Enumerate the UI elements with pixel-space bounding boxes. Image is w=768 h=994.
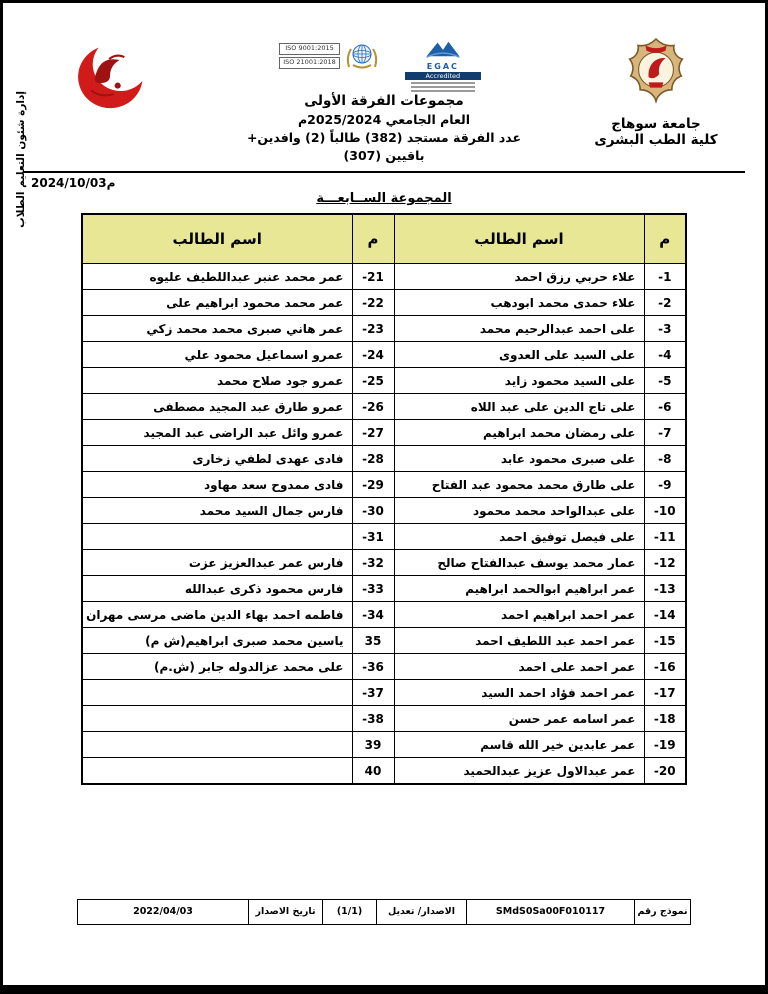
student-number: 27- — [352, 420, 394, 446]
student-name: فارس عمر عبدالعزيز عزت — [82, 550, 352, 576]
student-name: على عبدالواحد محمد محمود — [394, 498, 644, 524]
table-row — [82, 550, 686, 576]
student-name: على تاج الدين على عبد اللاه — [394, 394, 644, 420]
students-table — [81, 213, 687, 785]
group-title: المجموعة الســابعـــة — [316, 191, 452, 206]
student-name: عمرو اسماعيل محمود علي — [82, 342, 352, 368]
issue-date-value: 2022/04/03 — [133, 906, 193, 918]
student-number: 9- — [644, 472, 686, 498]
table-row — [82, 394, 686, 420]
table-row — [82, 316, 686, 342]
student-number: 24- — [352, 342, 394, 368]
student-name: عمر محمد عنبر عبداللطيف عليوه — [82, 264, 352, 290]
student-number: 22- — [352, 290, 394, 316]
remaining-count: باقيين (307) — [343, 148, 425, 163]
student-name: على احمد عبدالرحيم محمد — [394, 316, 644, 342]
student-name: عمر عابدين خير الله قاسم — [394, 732, 644, 758]
student-name: عمرو طارق عبد المجيد مصطفى — [82, 394, 352, 420]
student-number: 1- — [644, 264, 686, 290]
student-number: 7- — [644, 420, 686, 446]
issue-label: الاصدار/ تعديل — [376, 900, 466, 924]
student-name: على رمضان محمد ابراهيم — [394, 420, 644, 446]
student-name: على السيد محمود زايد — [394, 368, 644, 394]
student-number: 35 — [352, 628, 394, 654]
student-number: 11- — [644, 524, 686, 550]
student-number: 30- — [352, 498, 394, 524]
student-name: عمر محمد محمود ابراهيم على — [82, 290, 352, 316]
student-number: 10- — [644, 498, 686, 524]
student-number: 5- — [644, 368, 686, 394]
student-number: 29- — [352, 472, 394, 498]
student-name: عمر احمد ابراهيم احمد — [394, 602, 644, 628]
table-row — [82, 680, 686, 706]
student-number: 8- — [644, 446, 686, 472]
student-name: عمر ابراهيم ابوالحمد ابراهيم — [394, 576, 644, 602]
university-name: جامعة سوهاج — [611, 116, 701, 132]
student-number: 23- — [352, 316, 394, 342]
egac-accredited-band: Accredited — [405, 72, 481, 80]
student-number: 2- — [644, 290, 686, 316]
student-name: ياسين محمد صبرى ابراهيم(ش م) — [82, 628, 352, 654]
student-number: 12- — [644, 550, 686, 576]
student-name: عمر احمد على احمد — [394, 654, 644, 680]
table-row — [82, 368, 686, 394]
aja-iso-boxes — [279, 41, 340, 71]
egac-label: EGAC — [426, 62, 459, 71]
student-number: 6- — [644, 394, 686, 420]
student-name: عمر عبدالاول عزيز عبدالحميد — [394, 758, 644, 785]
student-number: 25- — [352, 368, 394, 394]
student-number: 32- — [352, 550, 394, 576]
student-name: عمار محمد يوسف عبدالفتاح صالح — [394, 550, 644, 576]
student-name — [82, 524, 352, 550]
col-header-number-left: م — [352, 214, 394, 264]
student-name: عمرو جود صلاح محمد — [82, 368, 352, 394]
faculty-name: كلية الطب البشرى — [594, 132, 718, 148]
table-header-row — [82, 214, 686, 264]
issue-value: (1/1) — [322, 900, 376, 924]
student-name: فارس جمال السيد محمد — [82, 498, 352, 524]
red-crescent-logo-icon — [64, 41, 160, 115]
department-block — [23, 37, 201, 115]
col-header-name-right: اسم الطالب — [394, 214, 644, 264]
student-number: 20- — [644, 758, 686, 785]
student-name: فادى ممدوح سعد مهاود — [82, 472, 352, 498]
table-row — [82, 732, 686, 758]
student-name — [82, 706, 352, 732]
student-name: عمر احمد عبد اللطيف احمد — [394, 628, 644, 654]
student-name: علاء حربي رزق احمد — [394, 264, 644, 290]
egac-accreditation-badge — [397, 39, 489, 92]
table-row — [82, 446, 686, 472]
table-row — [82, 342, 686, 368]
aja-accreditation-badge — [279, 39, 379, 71]
student-name: فاطمه احمد بهاء الدين ماضى مرسى مهران — [82, 602, 352, 628]
table-row — [82, 498, 686, 524]
student-name — [82, 732, 352, 758]
iso-21001-label: ISO 21001:2018 — [279, 57, 340, 69]
student-number: 26- — [352, 394, 394, 420]
student-number: 21- — [352, 264, 394, 290]
students-count: عدد الفرقة مستجد (382) طالباً (2) وافدين+ — [246, 130, 522, 145]
student-number: 38- — [352, 706, 394, 732]
table-row — [82, 706, 686, 732]
student-number: 13- — [644, 576, 686, 602]
col-header-number-right: م — [644, 214, 686, 264]
student-number: 15- — [644, 628, 686, 654]
document-date: 2024/10/03م — [31, 176, 116, 190]
table-row — [82, 654, 686, 680]
student-number: 4- — [644, 342, 686, 368]
student-name — [82, 758, 352, 785]
student-name: عمر احمد فؤاد احمد السيد — [394, 680, 644, 706]
egac-fine-print — [397, 82, 489, 92]
department-vertical-text: إدارة شئون التعليم الطلاب — [15, 91, 27, 228]
student-number: 31- — [352, 524, 394, 550]
student-number: 14- — [644, 602, 686, 628]
academic-year: العام الجامعي 2025/2024م — [297, 112, 471, 127]
table-row — [82, 472, 686, 498]
col-header-name-left: اسم الطالب — [82, 214, 352, 264]
egac-logo-icon — [421, 39, 465, 59]
accreditation-badges — [205, 39, 563, 91]
university-block — [567, 37, 745, 148]
table-row — [82, 264, 686, 290]
university-shield-icon — [621, 37, 691, 113]
students-tbody — [82, 264, 686, 785]
student-name — [82, 680, 352, 706]
student-number: 17- — [644, 680, 686, 706]
table-row — [82, 602, 686, 628]
table-row — [82, 758, 686, 785]
student-number: 33- — [352, 576, 394, 602]
student-number: 28- — [352, 446, 394, 472]
student-name: على صبرى محمود عابد — [394, 446, 644, 472]
table-row — [82, 576, 686, 602]
table-row — [82, 524, 686, 550]
form-number-label: نموذج رقم — [634, 900, 690, 924]
student-number: 18- — [644, 706, 686, 732]
student-name: على طارق محمد محمود عبد الفتاح — [394, 472, 644, 498]
form-number-value: SMdS0Sa00F010117 — [466, 900, 634, 924]
iso-9001-label: ISO 9001:2015 — [279, 43, 340, 55]
student-name: فارس محمود ذكرى عبدالله — [82, 576, 352, 602]
aja-globe-icon — [345, 41, 379, 71]
student-name: عمرو وائل عبد الراضى عبد المجيد — [82, 420, 352, 446]
table-row — [82, 628, 686, 654]
student-number: 3- — [644, 316, 686, 342]
student-name: على السيد على العدوى — [394, 342, 644, 368]
student-name: علاء حمدى محمد ابودهب — [394, 290, 644, 316]
student-number: 34- — [352, 602, 394, 628]
footer-bar — [77, 899, 691, 925]
header-center-block — [201, 37, 567, 163]
table-row — [82, 290, 686, 316]
student-number: 19- — [644, 732, 686, 758]
student-number: 37- — [352, 680, 394, 706]
student-number: 40 — [352, 758, 394, 785]
student-name: عمر اسامه عمر حسن — [394, 706, 644, 732]
groups-title: مجموعات الفرقة الأولى — [304, 93, 464, 109]
student-name: على محمد عزالدوله جابر (ش.م) — [82, 654, 352, 680]
issue-date-label: تاريخ الاصدار — [248, 900, 322, 924]
student-name: عمر هاني صبرى محمد محمد زكي — [82, 316, 352, 342]
table-row — [82, 420, 686, 446]
page-header — [23, 37, 745, 163]
student-number: 36- — [352, 654, 394, 680]
student-name: على فيصل توفيق احمد — [394, 524, 644, 550]
student-number: 16- — [644, 654, 686, 680]
student-number: 39 — [352, 732, 394, 758]
student-name: فادى عهدى لطفي زخارى — [82, 446, 352, 472]
